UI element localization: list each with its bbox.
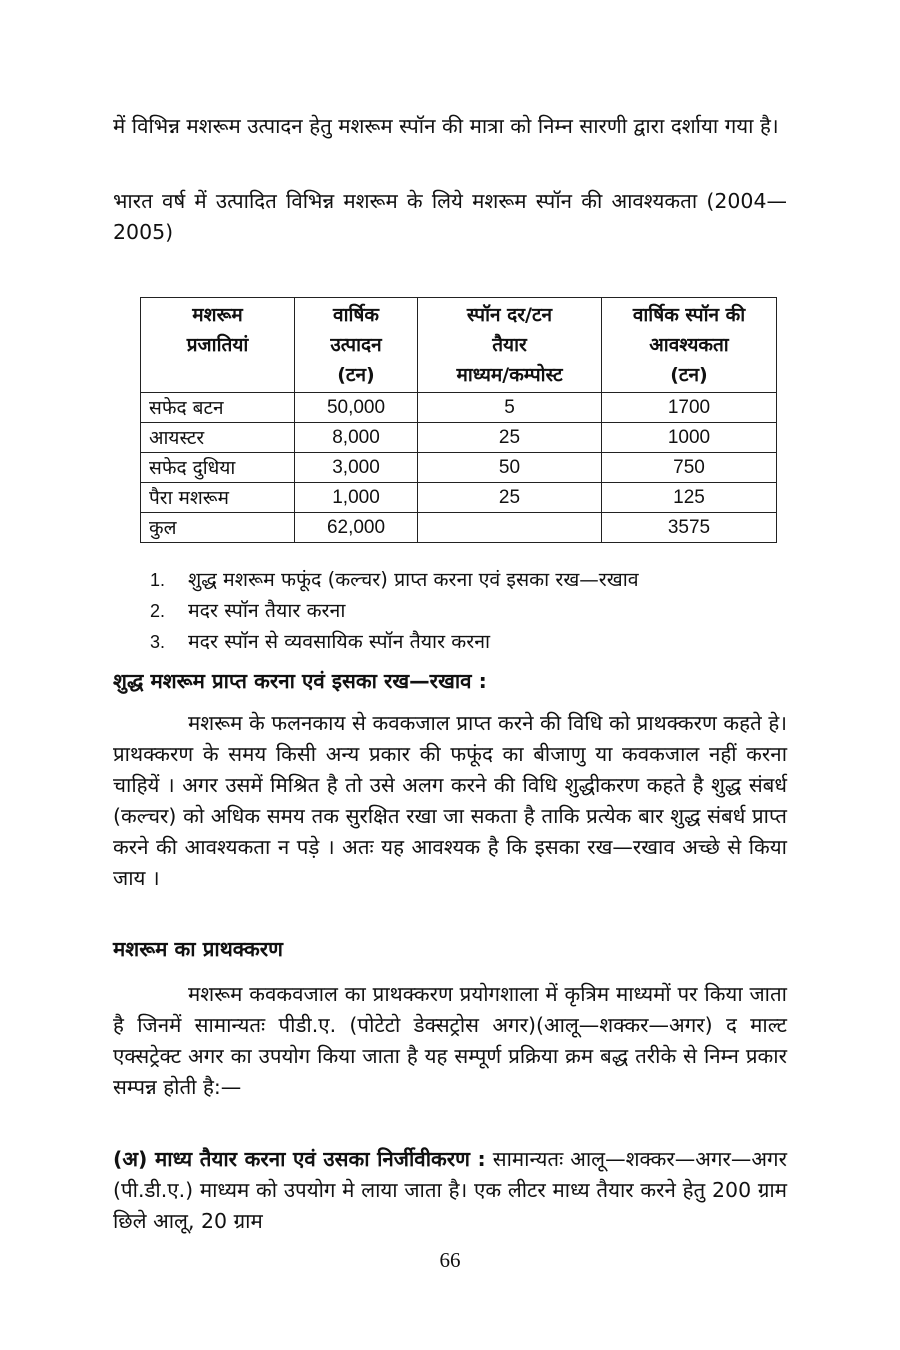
cell-total-label: कुल bbox=[141, 513, 295, 543]
list-item bbox=[150, 626, 639, 657]
table-row bbox=[141, 453, 777, 483]
cell-spawn-need: 1000 bbox=[602, 423, 777, 453]
subsection-body: सामान्यतः आलू—शक्कर—अगर—अगर (पी.डी.ए.) माध्यम को उपयोग मे लाया जाता है। एक लीटर माध्य तैयार करने हेतु 200 ग्राम छिले आलू, 20 ग्राम bbox=[113, 1147, 787, 1233]
cell-spawn-rate: 25 bbox=[418, 423, 602, 453]
cell-production: 3,000 bbox=[295, 453, 418, 483]
cell-production: 8,000 bbox=[295, 423, 418, 453]
list-number: 3. bbox=[150, 632, 166, 652]
header-line: उत्पादन bbox=[330, 334, 382, 356]
header-line: वार्षिक स्पॉन की bbox=[632, 304, 746, 326]
table-total-row bbox=[141, 513, 777, 543]
cell-species: आयस्टर bbox=[141, 423, 295, 453]
header-annual-production bbox=[295, 298, 418, 393]
cell-production: 50,000 bbox=[295, 393, 418, 423]
spawn-requirement-table bbox=[140, 297, 777, 543]
header-line: (टन) bbox=[670, 364, 708, 386]
cell-species: सफेद दुधिया bbox=[141, 453, 295, 483]
list-item bbox=[150, 564, 639, 595]
table-row bbox=[141, 393, 777, 423]
header-line: तैयार bbox=[492, 334, 527, 356]
list-number: 2. bbox=[150, 601, 166, 621]
table-row bbox=[141, 483, 777, 513]
list-item bbox=[150, 595, 639, 626]
header-line: वार्षिक bbox=[333, 304, 379, 326]
cell-total-spawn-rate bbox=[418, 513, 602, 543]
cell-spawn-rate: 25 bbox=[418, 483, 602, 513]
header-spawn-rate bbox=[418, 298, 602, 393]
header-line: स्पॉन दर/टन bbox=[466, 304, 553, 326]
steps-list bbox=[150, 564, 639, 657]
header-annual-spawn-need bbox=[602, 298, 777, 393]
header-line: (टन) bbox=[337, 364, 375, 386]
list-text: मदर स्पॉन से व्यवसायिक स्पॉन तैयार करना bbox=[188, 630, 491, 653]
header-line: प्रजातियां bbox=[186, 334, 249, 356]
table-header-row bbox=[141, 298, 777, 393]
cell-total-spawn-need: 3575 bbox=[602, 513, 777, 543]
list-text: मदर स्पॉन तैयार करना bbox=[188, 599, 346, 622]
cell-species: पैरा मशरूम bbox=[141, 483, 295, 513]
table-row bbox=[141, 423, 777, 453]
cell-spawn-need: 1700 bbox=[602, 393, 777, 423]
subsection-lead: (अ) माध्य तैयार करना एवं उसका निर्जीवीकरण : bbox=[113, 1147, 486, 1171]
cell-spawn-rate: 5 bbox=[418, 393, 602, 423]
section-body-pure-culture: मशरूम के फलनकाय से कवकजाल प्राप्त करने की विधि को प्राथक्करण कहते हे। प्राथक्करण के समय किसी अन्य प्रकार की फफूंद का बीजाणु या कवकजाल नहीं करना चाहियें । अगर उसमें मिश्रित है तो उसे अलग करने की विधि शुद्धीकरण कहते है शुद्ध संबर्ध (कल्चर) को अधिक समय तक सुरक्षित रखा जा सकता है ताकि प्रत्येक बार शुद्ध संबर्ध प्राप्त करने की आवश्यकता न पड़े । अतः यह आवश्यक है कि इसका रख—रखाव अच्छे से किया जाय । bbox=[113, 711, 787, 890]
section-heading-isolation: मशरूम का प्राथक्करण bbox=[113, 937, 283, 961]
cell-production: 1,000 bbox=[295, 483, 418, 513]
header-line: मशरूम bbox=[192, 304, 243, 326]
cell-spawn-need: 750 bbox=[602, 453, 777, 483]
header-line: माध्यम/कम्पोस्ट bbox=[456, 364, 563, 386]
page-number: 66 bbox=[439, 1248, 461, 1272]
cell-spawn-rate: 50 bbox=[418, 453, 602, 483]
list-number: 1. bbox=[150, 570, 166, 590]
cell-total-production: 62,000 bbox=[295, 513, 418, 543]
header-line: आवश्यकता bbox=[649, 334, 729, 356]
table-caption: भारत वर्ष में उत्पादित विभिन्न मशरूम के लिये मशरूम स्पॉन की आवश्यकता (2004—2005) bbox=[113, 189, 787, 244]
list-text: शुद्ध मशरूम फफूंद (कल्चर) प्राप्त करना एवं इसका रख—रखाव bbox=[188, 568, 639, 591]
section-heading-pure-culture: शुद्ध मशरूम प्राप्त करना एवं इसका रख—रखाव : bbox=[113, 669, 487, 693]
header-line bbox=[149, 360, 286, 390]
cell-spawn-need: 125 bbox=[602, 483, 777, 513]
section-medium-preparation bbox=[113, 1144, 787, 1237]
header-species bbox=[141, 298, 295, 393]
section-body-isolation: मशरूम कवकवजाल का प्राथक्करण प्रयोगशाला में कृत्रिम माध्यमों पर किया जाता है जिनमें सामान्यतः पीडी.ए. (पोटेटो डेक्सट्रोस अगर)(आलू—शक्कर—अगर) द माल्ट एक्सट्रेक्ट अगर का उपयोग किया जाता है यह सम्पूर्ण प्रक्रिया क्रम बद्ध तरीके से निम्न प्रकार सम्पन्न होती है:— bbox=[113, 982, 787, 1099]
intro-paragraph: में विभिन्न मशरूम उत्पादन हेतु मशरूम स्पॉन की मात्रा को निम्न सारणी द्वारा दर्शाया गया है। bbox=[113, 114, 779, 138]
cell-species: सफेद बटन bbox=[141, 393, 295, 423]
